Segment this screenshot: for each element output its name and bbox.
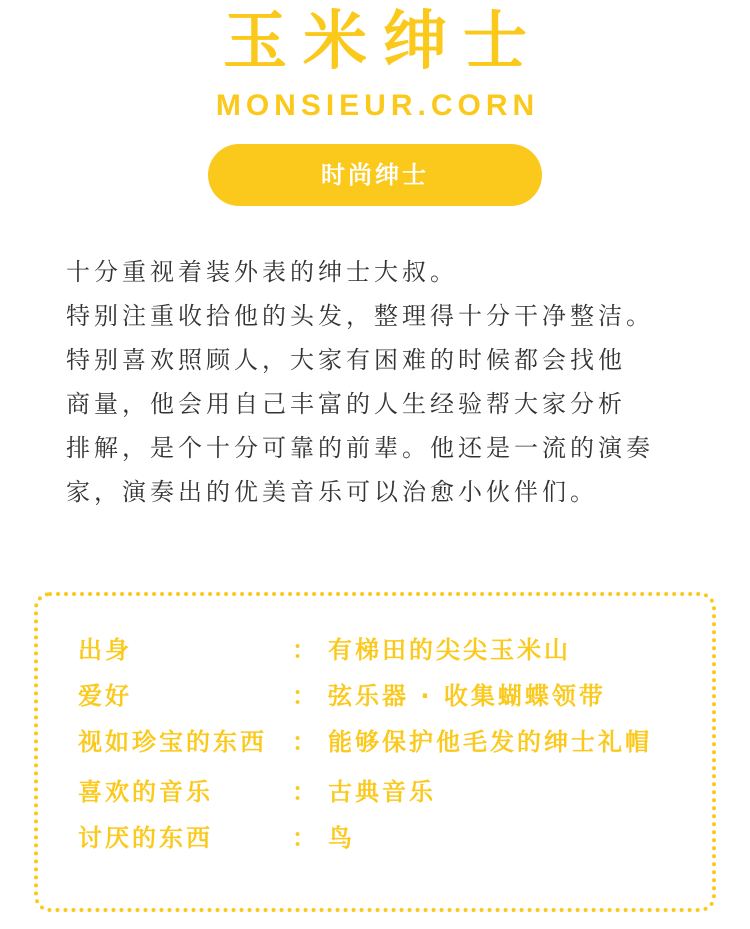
character-description	[66, 250, 706, 514]
profile-colon: ：	[292, 682, 316, 710]
description-line: 排解，是个十分可靠的前辈。他还是一流的演奏	[66, 434, 654, 462]
profile-info-box	[34, 592, 716, 912]
profile-value: 鸟	[328, 824, 355, 852]
profile-colon: ：	[292, 636, 316, 664]
page-subtitle: MONSIEUR.CORN	[215, 89, 540, 122]
page-title: 玉米绅士	[223, 5, 543, 79]
profile-label: 爱好	[78, 682, 132, 710]
description-line: 特别注重收拾他的头发，整理得十分干净整洁。	[66, 302, 654, 330]
profile-value: 弦乐器 · 收集蝴蝶领带	[328, 682, 606, 710]
description-line: 十分重视着装外表的绅士大叔。	[66, 258, 458, 286]
profile-colon: ：	[292, 824, 316, 852]
profile-value: 能够保护他毛发的绅士礼帽	[328, 728, 652, 756]
description-line: 特别喜欢照顾人，大家有困难的时候都会找他	[66, 346, 626, 374]
profile-label: 喜欢的音乐	[78, 778, 213, 806]
profile-value: 有梯田的尖尖玉米山	[328, 636, 571, 664]
description-line: 商量，他会用自己丰富的人生经验帮大家分析	[66, 390, 626, 418]
profile-colon: ：	[292, 778, 316, 806]
character-tag-badge: 时尚绅士	[208, 144, 542, 206]
profile-label: 出身	[78, 636, 132, 664]
profile-colon: ：	[292, 728, 316, 756]
profile-value: 古典音乐	[328, 778, 436, 806]
profile-label: 讨厌的东西	[78, 824, 213, 852]
description-line: 家，演奏出的优美音乐可以治愈小伙伴们。	[66, 478, 598, 506]
profile-label: 视如珍宝的东西	[78, 728, 267, 756]
